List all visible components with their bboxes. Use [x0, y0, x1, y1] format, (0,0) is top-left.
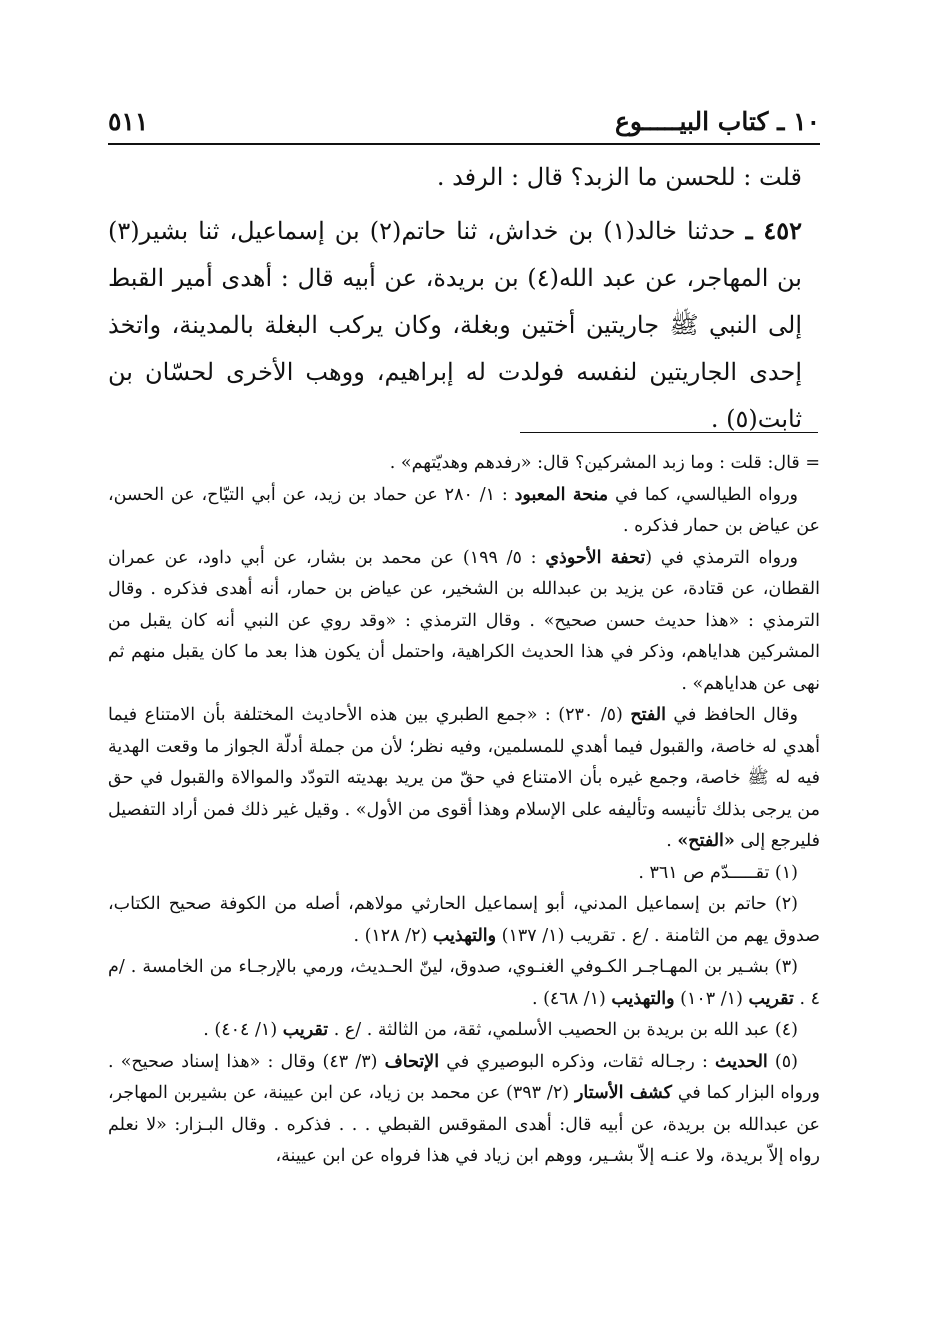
- note-text: (٥/ ٢٣٠) : «جمع الطبري بين هذه الأحاديث المختلفة بأن الامتناع فيما أهدي له خاصة، والقبول فيما أهدي للمسلمين، وفيه نظر؛ لأن من جملة أدلّة الجواز ما وقعت الهدية فيه له ﷺ خاصة، وجمع غيره بأن الامتناع في حقّ من يريد بهديته التودّد والموالاة والقبول في حق من يرجى بذلك تأنيسه وتأليفه على الإسلام وهذا أقوى من الأول» . وقيل غير ذلك فمن أراد التفصيل فليرجع إلى: [108, 705, 820, 851]
- note-text: (٢/ ٣٩٣) عن محمد بن زياد، عن ابن عيينة، عن بشيربن المهاجر، عن عبدالله بن بريدة، عن أبيه قال: أهدى المقوقس القبطي . . . فذكره . وقال البـزار: «لا نعلم رواه إلاّ بريدة، ولا عنـه إلاّ بشـير، ووهم ابن زياد في هذا فرواه عن ابن عيينة،: [108, 1083, 820, 1166]
- footnotes: [108, 448, 820, 1173]
- source-title: منحة المعبود: [514, 484, 609, 505]
- source-title: والتهذيب: [611, 988, 675, 1009]
- note-text: (١/ ٤٠٤) .: [203, 1020, 283, 1040]
- note-continuation: = قال: قلت : وما زبد المشركين؟ قال: «رفدهم وهديّتهم» .: [389, 453, 820, 473]
- note-text: (٣) بشـير بن المهـاجـر الكـوفي الغنـوي، صدوق، لينّ الحـديث، ورمي بالإرجـاء من الخامسة . /م ٤ .: [108, 957, 820, 1009]
- footnote-4: [108, 1015, 820, 1047]
- note-fath: [108, 700, 820, 858]
- source-title: الفتح: [630, 705, 666, 725]
- note-text: وقال الحافظ في: [665, 705, 798, 725]
- note-tayalisi: [108, 480, 820, 543]
- running-header: [108, 92, 820, 136]
- note-text: ورواه الترمذي في (: [645, 547, 798, 568]
- header-divider: [108, 143, 820, 145]
- note-text: (٤) عبد الله بن بريدة بن الحصيب الأسلمي، ثقة، من الثالثة . /ع .: [328, 1020, 798, 1040]
- page-number: ٥١١: [108, 107, 149, 136]
- source-title: الحديث: [715, 1051, 768, 1072]
- source-title: تحفة الأحوذي: [545, 547, 646, 568]
- note-text: (٢) حاتم بن إسماعيل المدني، أبو إسماعيل الحارثي مولاهم، أصله من الكوفة صحيح الكتاب، صدوق يهم من الثامنة . /ع . تقريب (١/ ١٣٧): [108, 894, 820, 946]
- note-text: : ١/ ٢٨٠ عن حماد بن زيد، عن أبي التيّاح، عن الحسن، عن عياض بن حمار فذكره .: [108, 484, 820, 536]
- footnote-3: [108, 952, 820, 1015]
- note-text: : ٥/ ١٩٩) عن محمد بن بشار، عن أبي داود، عن عمران القطان، عن قتادة، عن يزيد بن عبدالله بن الشخير، عن عياض بن حمار، أنه أهدى فذكره . وقال الترمذي : «هذا حديث حسن صحيح» . وقال الترمذي : «وقد روي عن النبي أنه كان يقبل من المشركين هداياهم، وذكر في هذا الحديث الكراهية، واحتمل أن يكون هذا بعد ما كان يقبل منهم ثم نهى عن هداياهم» .: [108, 547, 820, 694]
- footnote-5: [108, 1047, 820, 1173]
- source-title: تقريب: [282, 1020, 329, 1040]
- note-text: (٢/ ١٢٨) .: [353, 925, 433, 946]
- note-text: : رجـاله ثقات، وذكره البوصيري في: [439, 1051, 716, 1072]
- source-title: «الفتح»: [677, 831, 735, 851]
- source-title: الإتحاف: [384, 1051, 440, 1072]
- main-line-1: قلت : للحسن ما الزبد؟ قال : الرفد .: [436, 163, 802, 191]
- note-tirmidhi: [108, 543, 820, 701]
- source-title: كشف الأستار: [574, 1083, 672, 1103]
- note-text: (٥): [767, 1051, 798, 1072]
- hadith-text: حدثنا خالد(١) بن خداش، ثنا حاتم(٢) بن إسماعيل، ثنا بشير(٣) بن المهاجر، عن عبد الله(٤) بن بريدة، عن أبيه قال : أهدى أمير القبط إلى النبي ﷺ جاريتين أختين وبغلة، وكان يركب البغلة بالمدينة، واتخذ إحدى الجاريتين لنفسه فولدت له إبراهيم، ووهب الأخرى لحسّان بن ثابت(٥) .: [108, 217, 802, 433]
- hadith-number: ٤٥٢ ـ: [745, 216, 802, 245]
- source-title: تقريب: [748, 988, 794, 1009]
- note-text: (٣/ ٤٣) وقال : «هذا إسناد صحيح» . ورواه البزار كما في: [108, 1051, 820, 1103]
- hadith-paragraph: [108, 207, 802, 443]
- chapter-title: ١٠ ـ كتاب البيـــــوع: [615, 107, 820, 136]
- note-text: .: [666, 831, 678, 851]
- note-text: ورواه الطيالسي، كما في: [608, 484, 798, 505]
- source-title: والتهذيب: [432, 925, 497, 946]
- note-text: (١/ ٤٦٨) .: [531, 988, 612, 1009]
- main-text: [108, 154, 802, 443]
- footnote-2: [108, 889, 820, 952]
- note-text: (١/ ١٠٣): [674, 988, 749, 1009]
- footnote-1: (١) تقـــــدّم ص ٣٦١ .: [638, 862, 798, 883]
- footnote-divider: [520, 432, 818, 433]
